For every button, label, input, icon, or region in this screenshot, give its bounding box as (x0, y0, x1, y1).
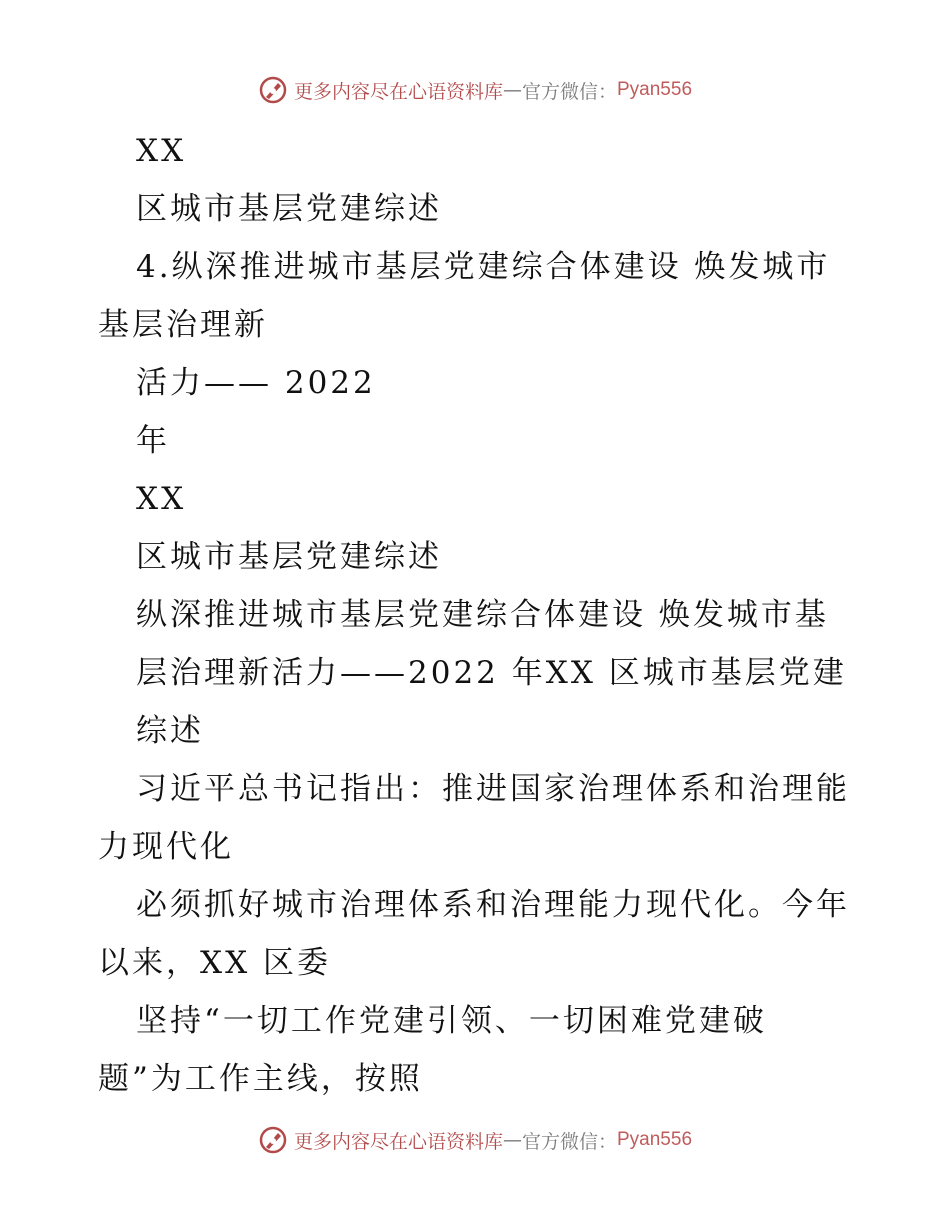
text-line: 活力—— 2022 (136, 365, 376, 401)
text-line: 以来，XX 区委 (98, 945, 331, 981)
text-line: 必须抓好城市治理体系和治理能力现代化。今年 (136, 887, 850, 923)
text-line: 基层治理新 (98, 307, 268, 343)
watermark-separator: — (502, 79, 522, 101)
watermark-header (0, 70, 950, 110)
text-line: 区城市基层党建综述 (136, 539, 442, 575)
text-line: 坚持“一切工作党建引领、一切困难党建破 (136, 1003, 767, 1039)
document-body (0, 122, 950, 1108)
text-line: XX (136, 133, 187, 169)
pen-seal-icon (258, 75, 288, 105)
text-line: 区城市基层党建综述 (136, 191, 442, 227)
watermark-footer (0, 1120, 950, 1160)
text-line: 纵深推进城市基层党建综合体建设 焕发城市基 (136, 597, 829, 633)
watermark-code: Pyan556 (617, 1129, 693, 1150)
pen-seal-icon (258, 1125, 288, 1155)
text-line: 题”为工作主线，按照 (98, 1061, 423, 1097)
text-line: 习近平总书记指出：推进国家治理体系和治理能 (136, 771, 850, 807)
watermark-label: 官方微信： (521, 1130, 617, 1153)
text-line: 综述 (136, 713, 204, 749)
text-line: 力现代化 (98, 829, 234, 865)
watermark-code: Pyan556 (617, 79, 693, 100)
text-line: 4.纵深推进城市基层党建综合体建设 焕发城市 (136, 249, 831, 285)
watermark-label: 官方微信： (521, 80, 617, 103)
watermark-text: 更多内容尽在心语资料库 (293, 1130, 503, 1153)
watermark-separator: — (502, 1129, 522, 1151)
text-line: 层治理新活力——2022 年XX 区城市基层党建 (136, 655, 847, 691)
watermark-text: 更多内容尽在心语资料库 (293, 80, 503, 103)
text-line: XX (136, 481, 187, 517)
text-line: 年 (136, 423, 170, 459)
